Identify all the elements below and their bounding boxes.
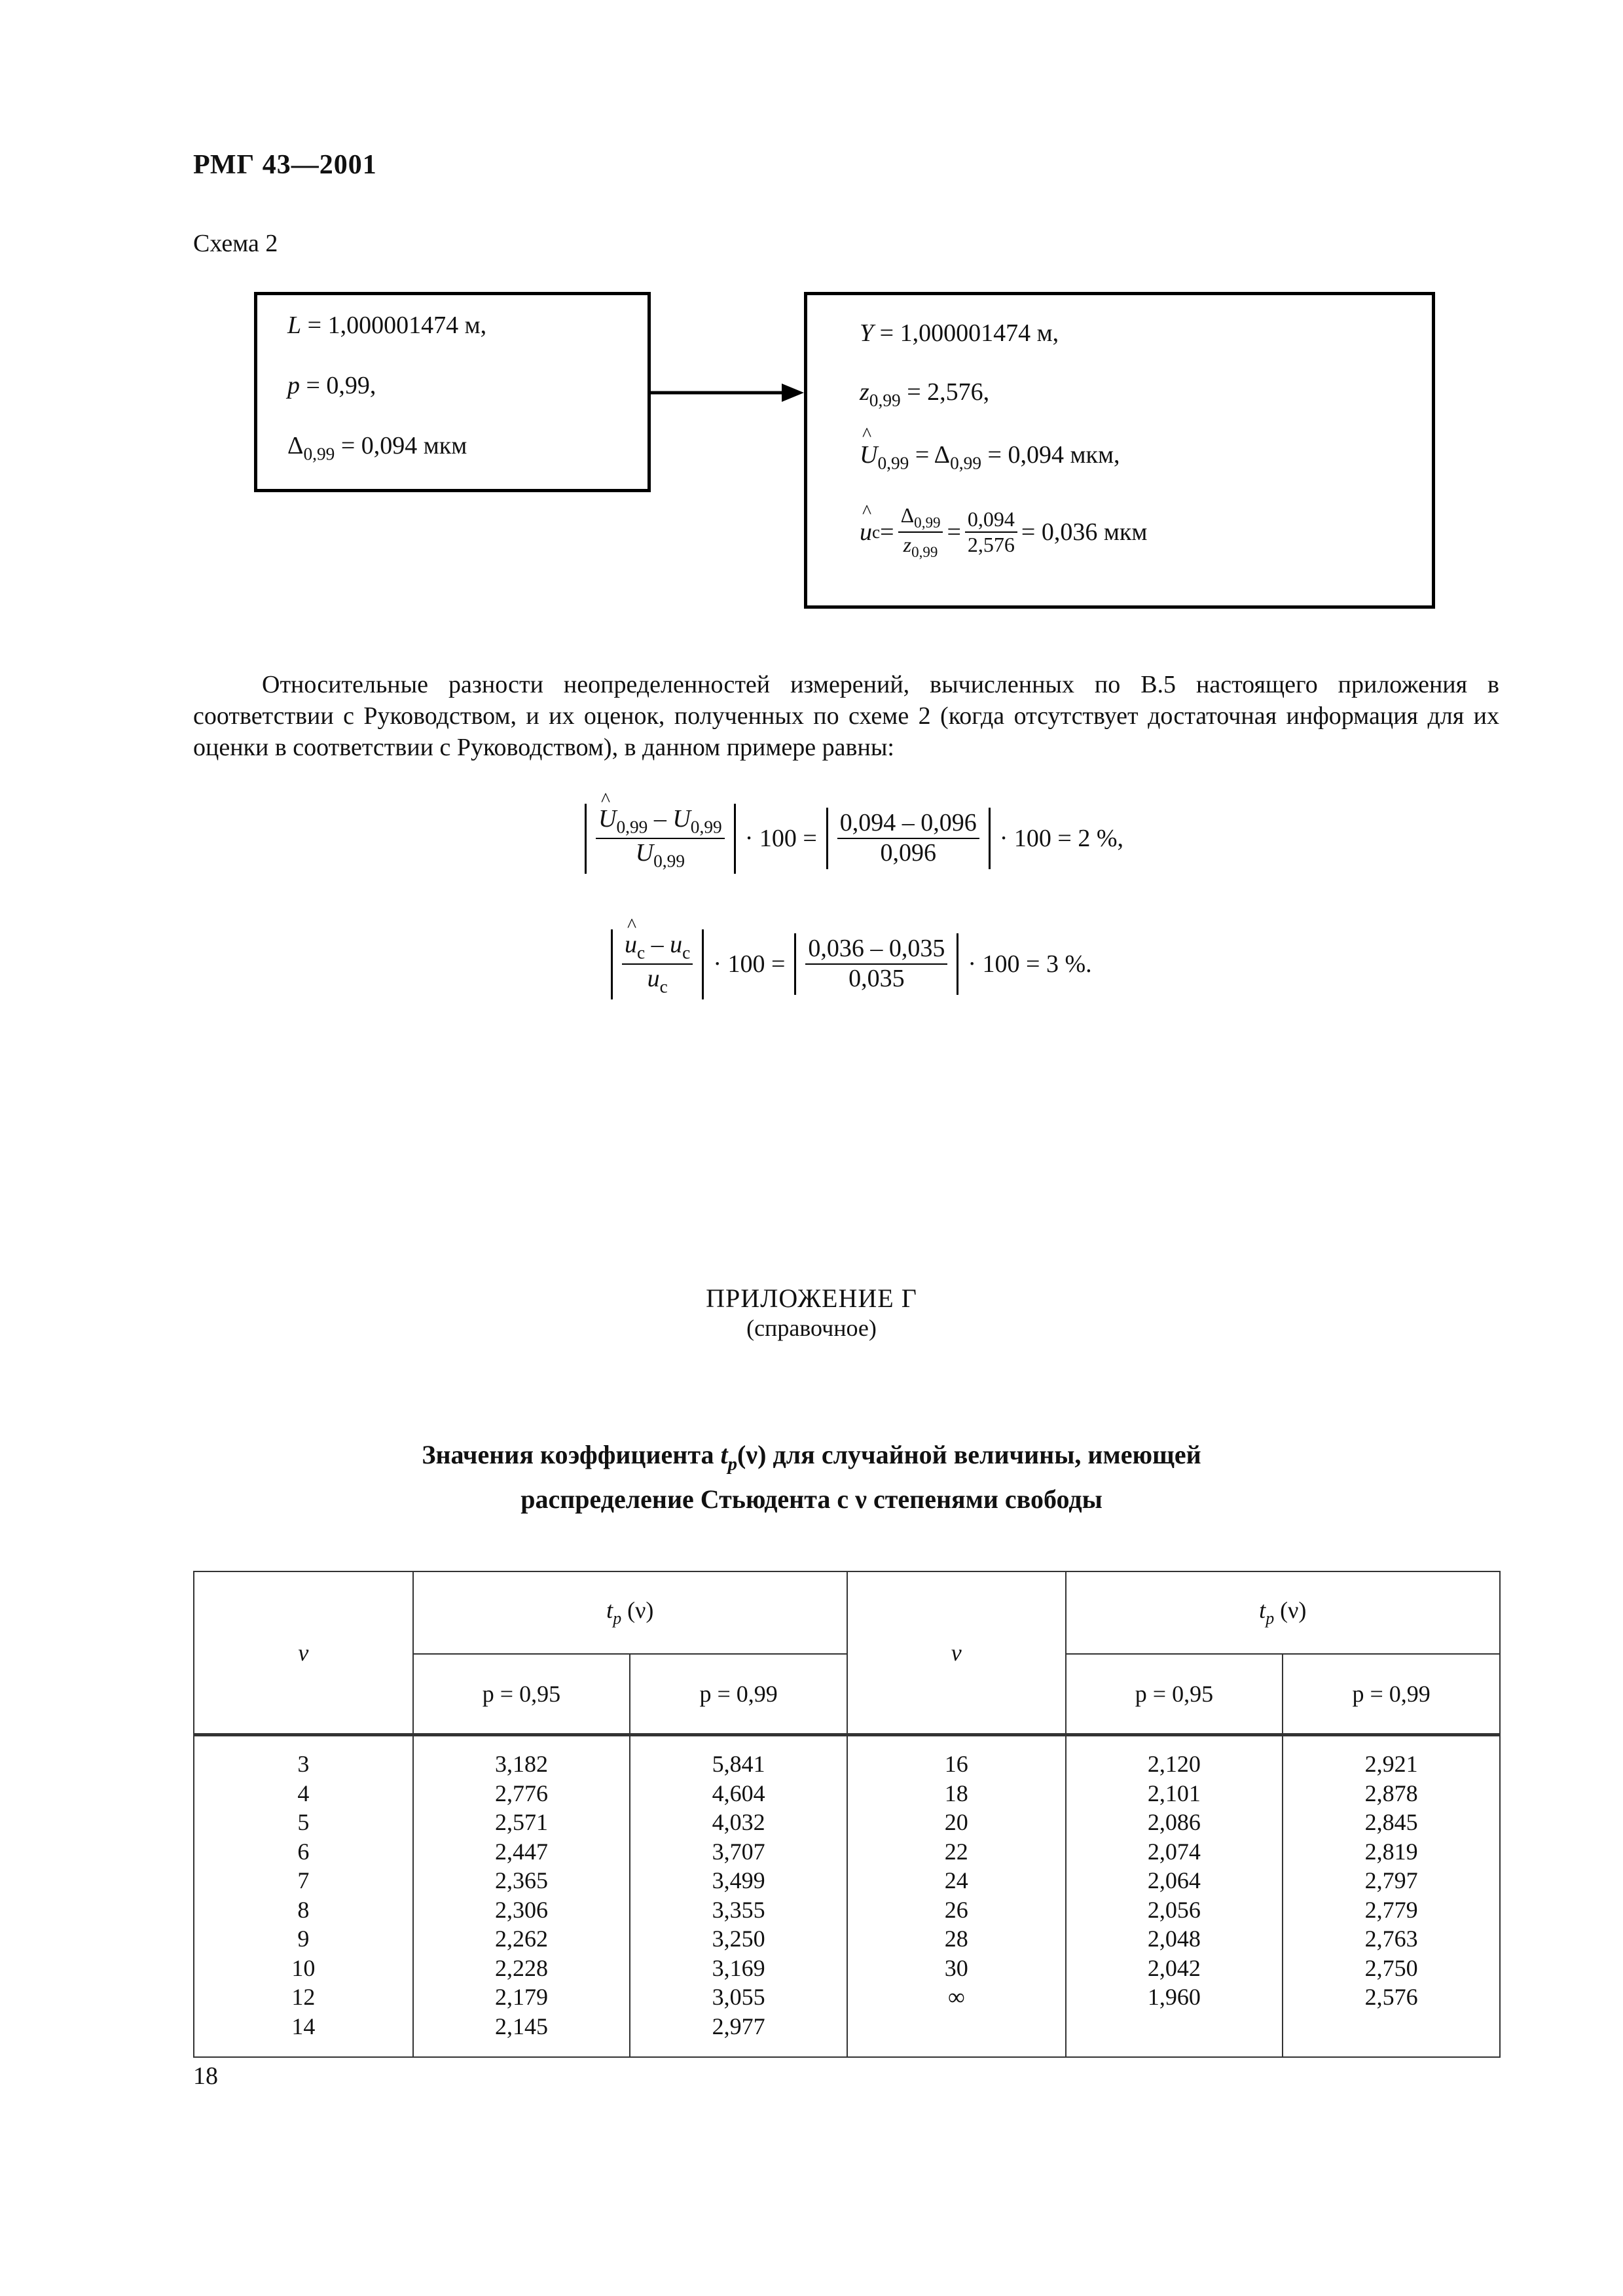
box1-line-probability: p = 0,99, — [287, 372, 376, 399]
input-data-box — [254, 292, 651, 492]
fraction-delta-z: $\frac{\Delta_{0,99}}{z_{0,99}}$ — [898, 505, 943, 560]
table-cell: 2,447 — [494, 1838, 548, 1865]
table-cell: 16 — [944, 1751, 968, 1777]
table-cell: 3,182 — [494, 1751, 548, 1777]
table-cell: 2,977 — [712, 2013, 765, 2039]
table-cell: 2,120 — [1147, 1751, 1201, 1777]
table-cell: 2,101 — [1147, 1780, 1201, 1806]
table-cell: 2,571 — [494, 1809, 548, 1835]
table-cell: 3,169 — [712, 1954, 765, 1981]
header-p99-left: p = 0,99 — [630, 1654, 847, 1735]
appendix-subtitle: (справочное) — [746, 1315, 877, 1341]
header-p95-right: p = 0,95 — [1066, 1654, 1283, 1735]
table-cell: 2,086 — [1147, 1809, 1201, 1835]
table-cell: 2,365 — [494, 1867, 548, 1893]
arrow-icon — [651, 380, 805, 406]
column-p99-left — [630, 1735, 847, 2058]
table-cell: 20 — [944, 1809, 968, 1835]
table-cell: 3,707 — [712, 1838, 765, 1865]
table-cell: 2,750 — [1364, 1954, 1418, 1981]
box1-line-delta: $\Delta_{0,99} = 0,094$ мкм — [287, 432, 467, 464]
body-paragraph: Относительные разности неопределенностей измерений, вычисленных по В.5 настоящего приложения в соответствии с Руководством, и их оценок, полученных по схеме 2 (когда отсутствует достаточная информация для их оценки в соответствии с Руководством), в данном примере равны: — [193, 671, 1499, 761]
table-cell: 4,032 — [712, 1809, 765, 1835]
box2-line-y: Y = 1,000001474 м, — [860, 319, 1059, 347]
table-cell: 3,499 — [712, 1867, 765, 1893]
page-number: 18 — [193, 2062, 218, 2090]
column-p95-right — [1066, 1735, 1283, 2058]
table-cell: 2,074 — [1147, 1838, 1201, 1865]
table-cell: ∞ — [947, 1984, 965, 2010]
table-title-line2: распределение Стьюдента с ν степенями свободы — [520, 1484, 1103, 1515]
table-cell: 2,779 — [1364, 1896, 1418, 1923]
table-title — [0, 1437, 1623, 1517]
table-cell: 2,763 — [1364, 1926, 1418, 1952]
table-cell: 3,355 — [712, 1896, 765, 1923]
formula-standard-uncertainty: ^ $\frac{u_c - u_c}{u_c}$ · 100 = $\frac{0,036 - 0,035}{0,035}$ · 100 = 3 %. — [606, 929, 1092, 999]
table-cell: 2,179 — [494, 1984, 548, 2010]
table-cell: 4 — [297, 1780, 310, 1806]
table-cell: 2,576 — [1364, 1984, 1418, 2010]
table-cell: 2,878 — [1364, 1780, 1418, 1806]
table-cell: 18 — [944, 1780, 968, 1806]
table-cell: 2,921 — [1364, 1751, 1418, 1777]
table-cell: 14 — [291, 2013, 316, 2039]
table-cell: 12 — [291, 1984, 316, 2010]
scheme-title: Схема 2 — [193, 230, 278, 257]
table-cell: 4,604 — [712, 1780, 765, 1806]
column-p95-left — [413, 1735, 630, 2058]
header-tp-left: $t_p$ (ν) — [413, 1571, 847, 1654]
result-data-box — [804, 292, 1435, 609]
box2-line-z: $z_{0,99} = 2,576$, — [860, 378, 990, 410]
appendix-title: ПРИЛОЖЕНИЕ Г — [706, 1283, 917, 1313]
table-cell: 2,819 — [1364, 1838, 1418, 1865]
table-cell: 2,228 — [494, 1954, 548, 1981]
header-tp-right: $t_p$ (ν) — [1066, 1571, 1500, 1654]
box1-line-length: L = 1,000001474 м, — [287, 312, 487, 339]
table-cell: 2,776 — [494, 1780, 548, 1806]
table-cell: 7 — [297, 1867, 310, 1893]
table-cell: 26 — [944, 1896, 968, 1923]
column-nu-left — [194, 1735, 413, 2058]
table-cell: 30 — [944, 1954, 968, 1981]
table-cell: 3,055 — [712, 1984, 765, 2010]
table-cell: 1,960 — [1147, 1984, 1201, 2010]
table-cell: 2,262 — [494, 1926, 548, 1952]
box2-line-uc: ^ u c = $\frac{\Delta_{0,99}}{z_{0,99}}$ = $\frac{0,094}{2,576}$ = 0,036 мкм — [860, 505, 1147, 560]
box2-line-u: ^ $U_{0,99} = \Delta_{0,99} = 0,094$ мкм, — [860, 440, 1120, 474]
header-p95-left: p = 0,95 — [413, 1654, 630, 1735]
table-cell: 6 — [297, 1838, 310, 1865]
header-nu-right: ν — [847, 1571, 1066, 1735]
document-code: РМГ 43—2001 — [193, 150, 377, 180]
table-cell: 9 — [297, 1926, 310, 1952]
header-p99-right: p = 0,99 — [1283, 1654, 1500, 1735]
table-cell: 2,306 — [494, 1896, 548, 1923]
table-cell: 3,250 — [712, 1926, 765, 1952]
table-cell: 2,064 — [1147, 1867, 1201, 1893]
fraction-values: $\frac{0,094}{2,576}$ — [965, 509, 1017, 556]
table-cell: 10 — [291, 1954, 316, 1981]
table-cell: 2,056 — [1147, 1896, 1201, 1923]
table-cell: 3 — [297, 1751, 310, 1777]
table-cell: 28 — [944, 1926, 968, 1952]
table-cell: 5 — [297, 1809, 310, 1835]
table-cell: 5,841 — [712, 1751, 765, 1777]
table-cell: 24 — [944, 1867, 968, 1893]
table-cell: 2,797 — [1364, 1867, 1418, 1893]
table-cell: 2,042 — [1147, 1954, 1201, 1981]
student-coefficient-table — [193, 1571, 1501, 2058]
table-cell: 2,048 — [1147, 1926, 1201, 1952]
formula-expanded-uncertainty: ^ $\frac{U_{0,99} - U_{0,99}}{U_{0,99}}$ · 100 = $\frac{0,094 - 0,096}{0,096}$ · 100 = 2 %, — [579, 804, 1123, 874]
column-nu-right — [847, 1735, 1066, 2058]
table-cell: 22 — [944, 1838, 968, 1865]
table-cell: 2,145 — [494, 2013, 548, 2039]
column-p99-right — [1283, 1735, 1500, 2058]
table-cell: 8 — [297, 1896, 310, 1923]
header-nu-left: ν — [194, 1571, 413, 1735]
table-cell: 2,845 — [1364, 1809, 1418, 1835]
table-title-line1: Значения коэффициента $t_p(\nu)$ для случайной величины, имеющей — [422, 1440, 1201, 1475]
